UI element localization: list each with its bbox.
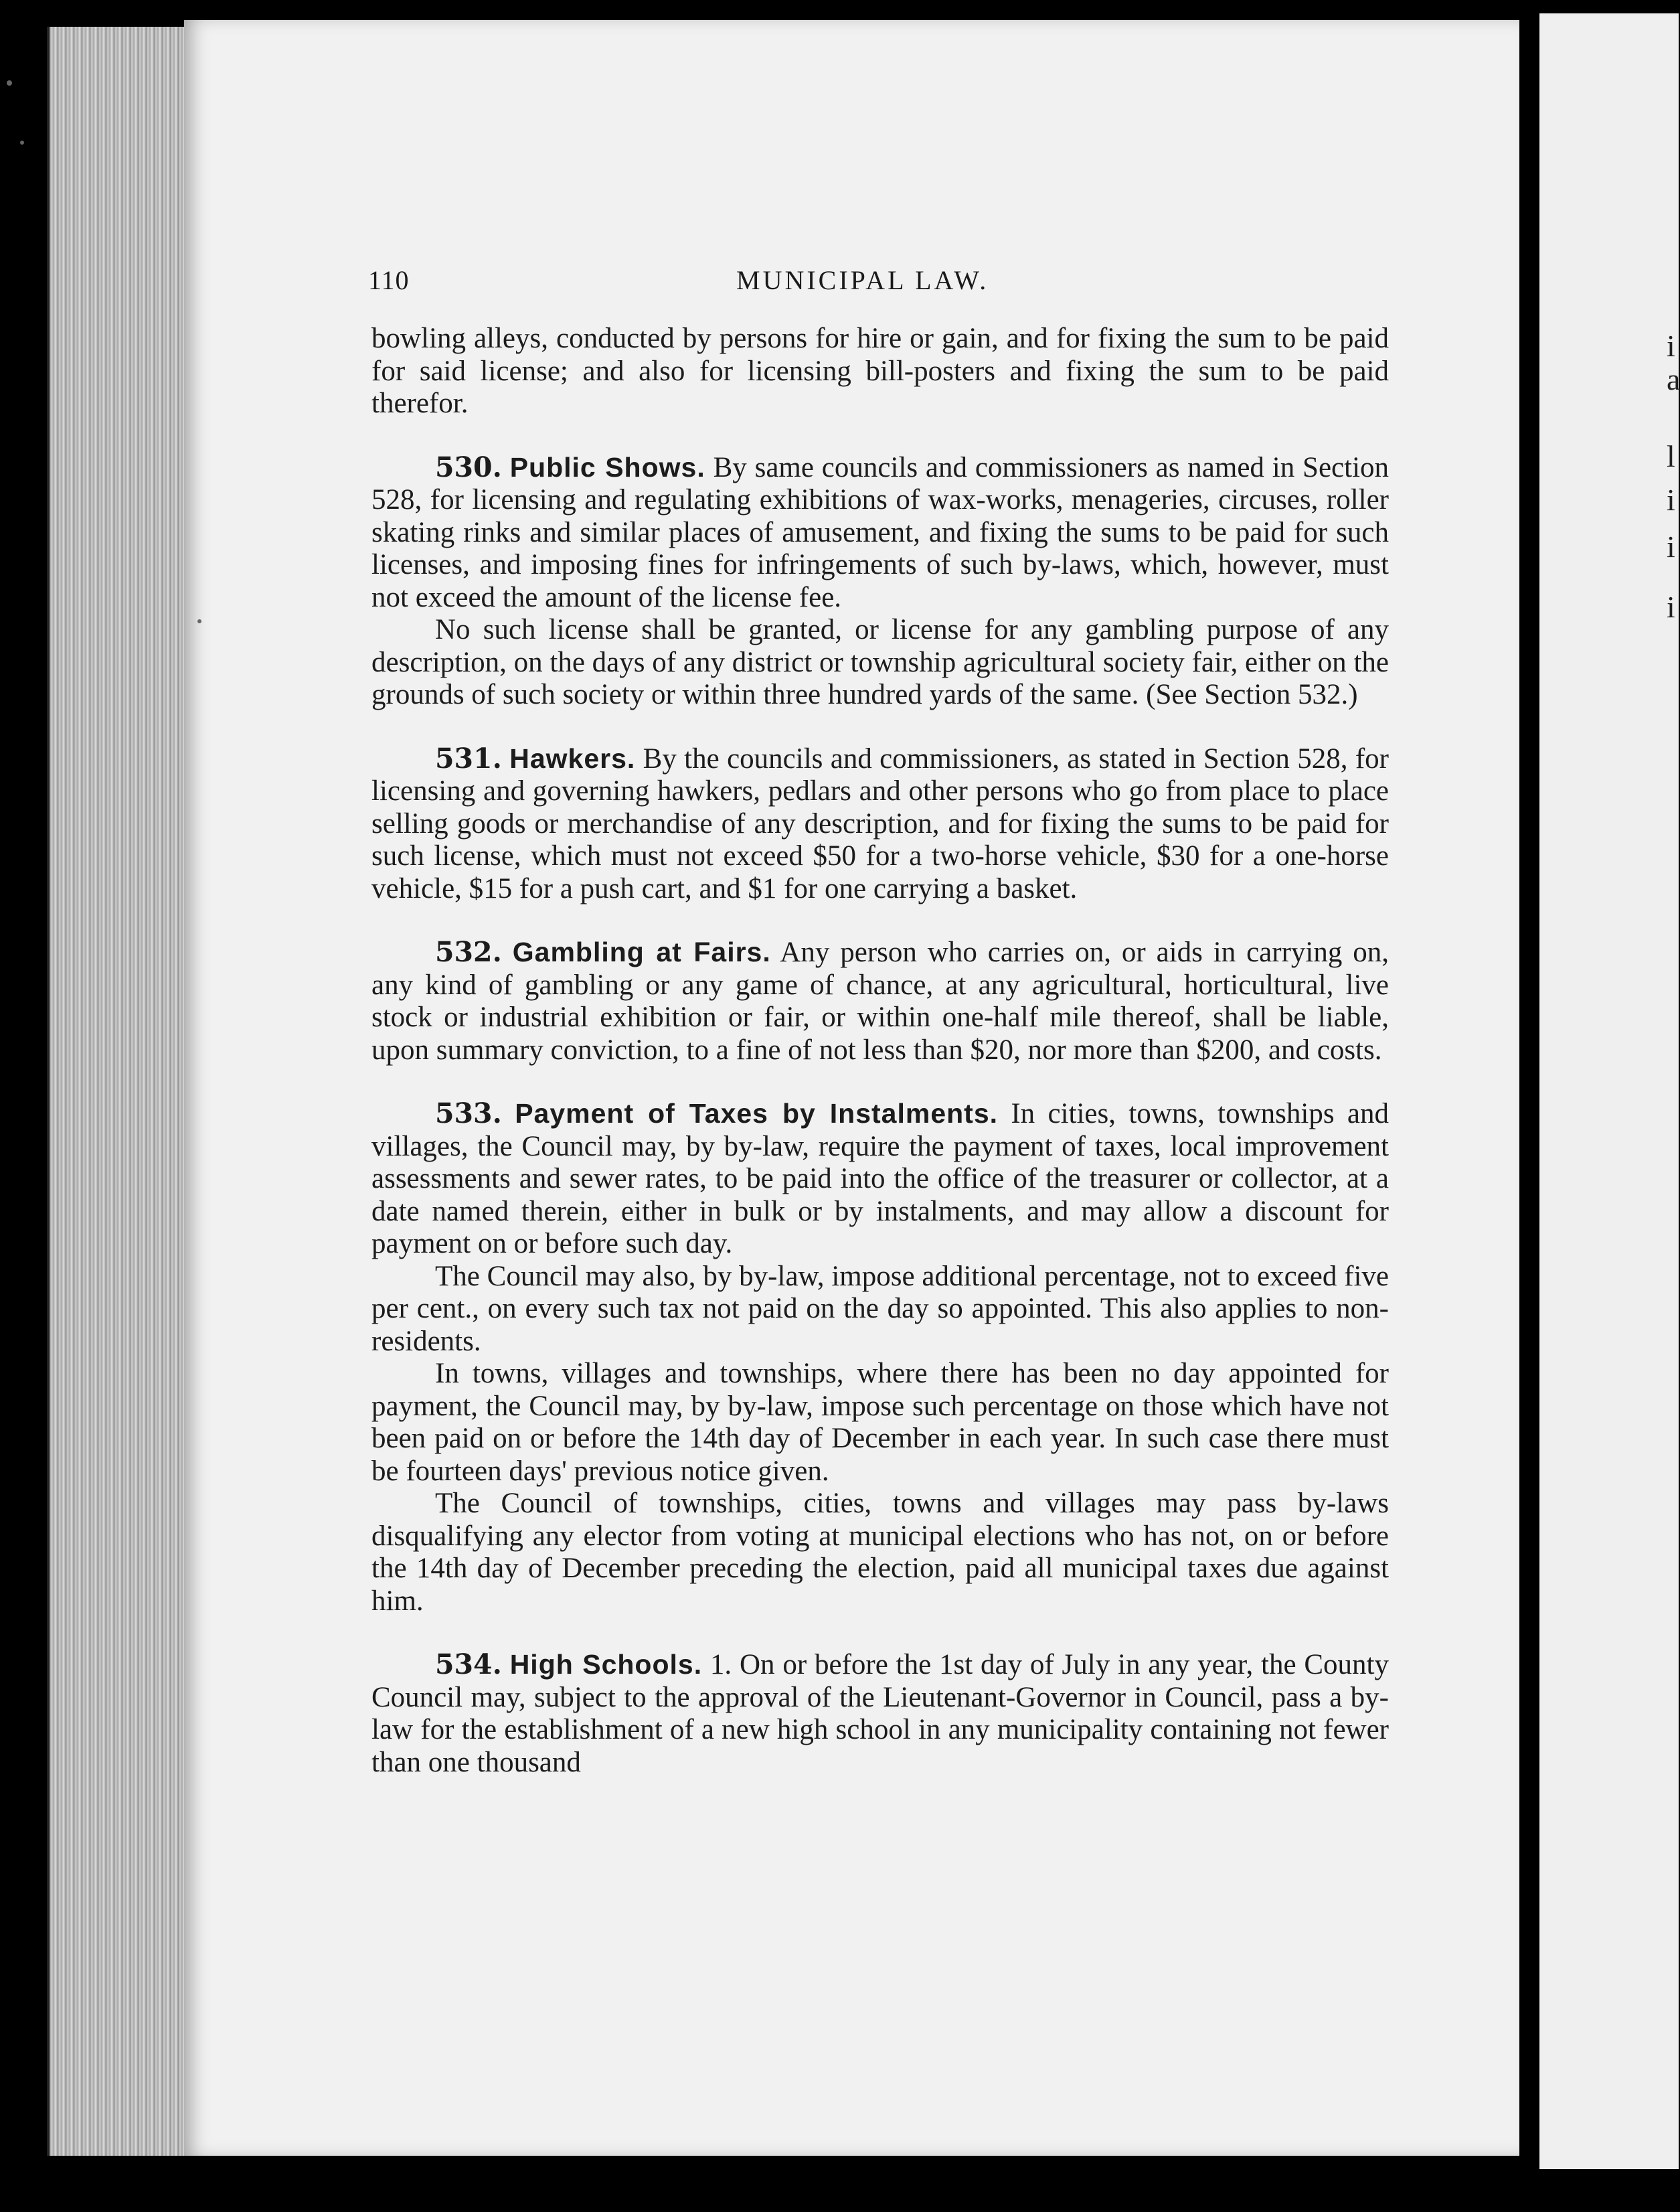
scan-speck — [20, 141, 24, 145]
section-number: 530. — [435, 451, 502, 483]
section-533 — [371, 1097, 1389, 1261]
facing-page-fragment: i — [1667, 590, 1675, 624]
section-532 — [371, 936, 1389, 1066]
section-text: Any person who carries on, or aids in carrying on, any kind of gambling or any game of chance, at any agricultural, horticultural, live stock or industrial exhibition or fair, or within one-half mile thereof, shall be liable, upon summary conviction, to a fine of not less than $20, nor more than $200, and costs. — [371, 937, 1389, 1066]
section-title: Payment of Taxes by Instalments. — [515, 1098, 999, 1129]
section-534 — [371, 1648, 1389, 1779]
section-number: 532. — [435, 936, 502, 968]
paragraph: In towns, villages and townships, where there has been no day appointed for payment, the Council may, by by-law, impose such percentage on those which have not been paid on or before the 14th day of December in each year. In such case there must be fourteen days' previous notice given. — [371, 1358, 1389, 1487]
scan-speck — [7, 80, 12, 86]
section-title: Gambling at Fairs. — [512, 937, 771, 967]
facing-page-edge — [1539, 13, 1679, 2169]
section-number: 531. — [435, 742, 502, 775]
facing-page-fragment: l — [1667, 439, 1675, 473]
paragraph-continuation: bowling alleys, conducted by persons for hire or gain, and for fixing the sum to be paid for said license; and also for licensing bill-posters and fixing the sum to be paid therefor. — [371, 323, 1389, 419]
book-gutter — [1519, 0, 1539, 2212]
page-number: 110 — [368, 265, 410, 295]
page-header — [368, 264, 1392, 305]
running-title: MUNICIPAL LAW. — [736, 265, 989, 295]
section-number: 534. — [435, 1648, 502, 1680]
section-text: By same councils and commissioners as named in Section 528, for licensing and regulating exhibitions of wax-works, menageries, circuses, roller skating rinks and similar places of amusement, and fixing the sums to be paid for such licenses, and imposing fines for infringements of such by-laws, which, however, must not exceed the amount of the license fee. — [371, 451, 1390, 613]
section-number: 533. — [435, 1097, 502, 1129]
facing-page-fragment: i — [1667, 530, 1675, 564]
facing-page-fragment: a — [1667, 362, 1680, 396]
section-530 — [371, 451, 1389, 615]
facing-page-fragment: i — [1667, 483, 1675, 517]
paragraph: No such license shall be granted, or license for any gambling purpose of any description, on the days of any district or township agricultural society fair, either on the grounds of such society or within three hundred yards of the same. (See Section 532.) — [371, 614, 1389, 710]
section-531 — [371, 742, 1389, 906]
book-page-edges — [47, 27, 190, 2156]
section-title: Public Shows. — [509, 451, 705, 483]
section-title: High Schools. — [509, 1649, 703, 1680]
paragraph: The Council may also, by by-law, impose additional percentage, not to exceed five per cent., on every such tax not paid on the day so appointed. This also applies to non-residents. — [371, 1260, 1389, 1357]
scan-speck — [197, 619, 201, 623]
section-text: 1. On or before the 1st day of July in any year, the County Council may, subject to the approval of the Lieutenant-Governor in Council, pass a by-law for the establishment of a new high school in any municipality containing not fewer than one thousand — [371, 1649, 1389, 1778]
section-text: By the councils and commissioners, as stated in Section 528, for licensing and governing hawkers, pedlars and other persons who go from place to place selling goods or merchandise of any description, and for fixing the sums to be paid for such license, which must not exceed $50 for a two-horse vehicle, $30 for a one-horse vehicle, $15 for a push cart, and $1 for one carrying a basket. — [371, 742, 1389, 904]
section-title: Hawkers. — [509, 742, 636, 774]
paragraph: The Council of townships, cities, towns and villages may pass by-laws disqualifying any elector from voting at municipal elections who has not, on or before the 14th day of December preceding the election, paid all municipal taxes due against him. — [371, 1488, 1389, 1617]
section-text: In cities, towns, townships and villages, the Council may, by by-law, require the payment of taxes, local improvement assessments and sewer rates, to be paid into the office of the treasurer or collector, at a date named therein, either in bulk or by instalments, and may allow a discount for payment on or before such day. — [371, 1098, 1389, 1259]
facing-page-fragment: i — [1667, 329, 1675, 363]
page-body — [371, 323, 1389, 1779]
